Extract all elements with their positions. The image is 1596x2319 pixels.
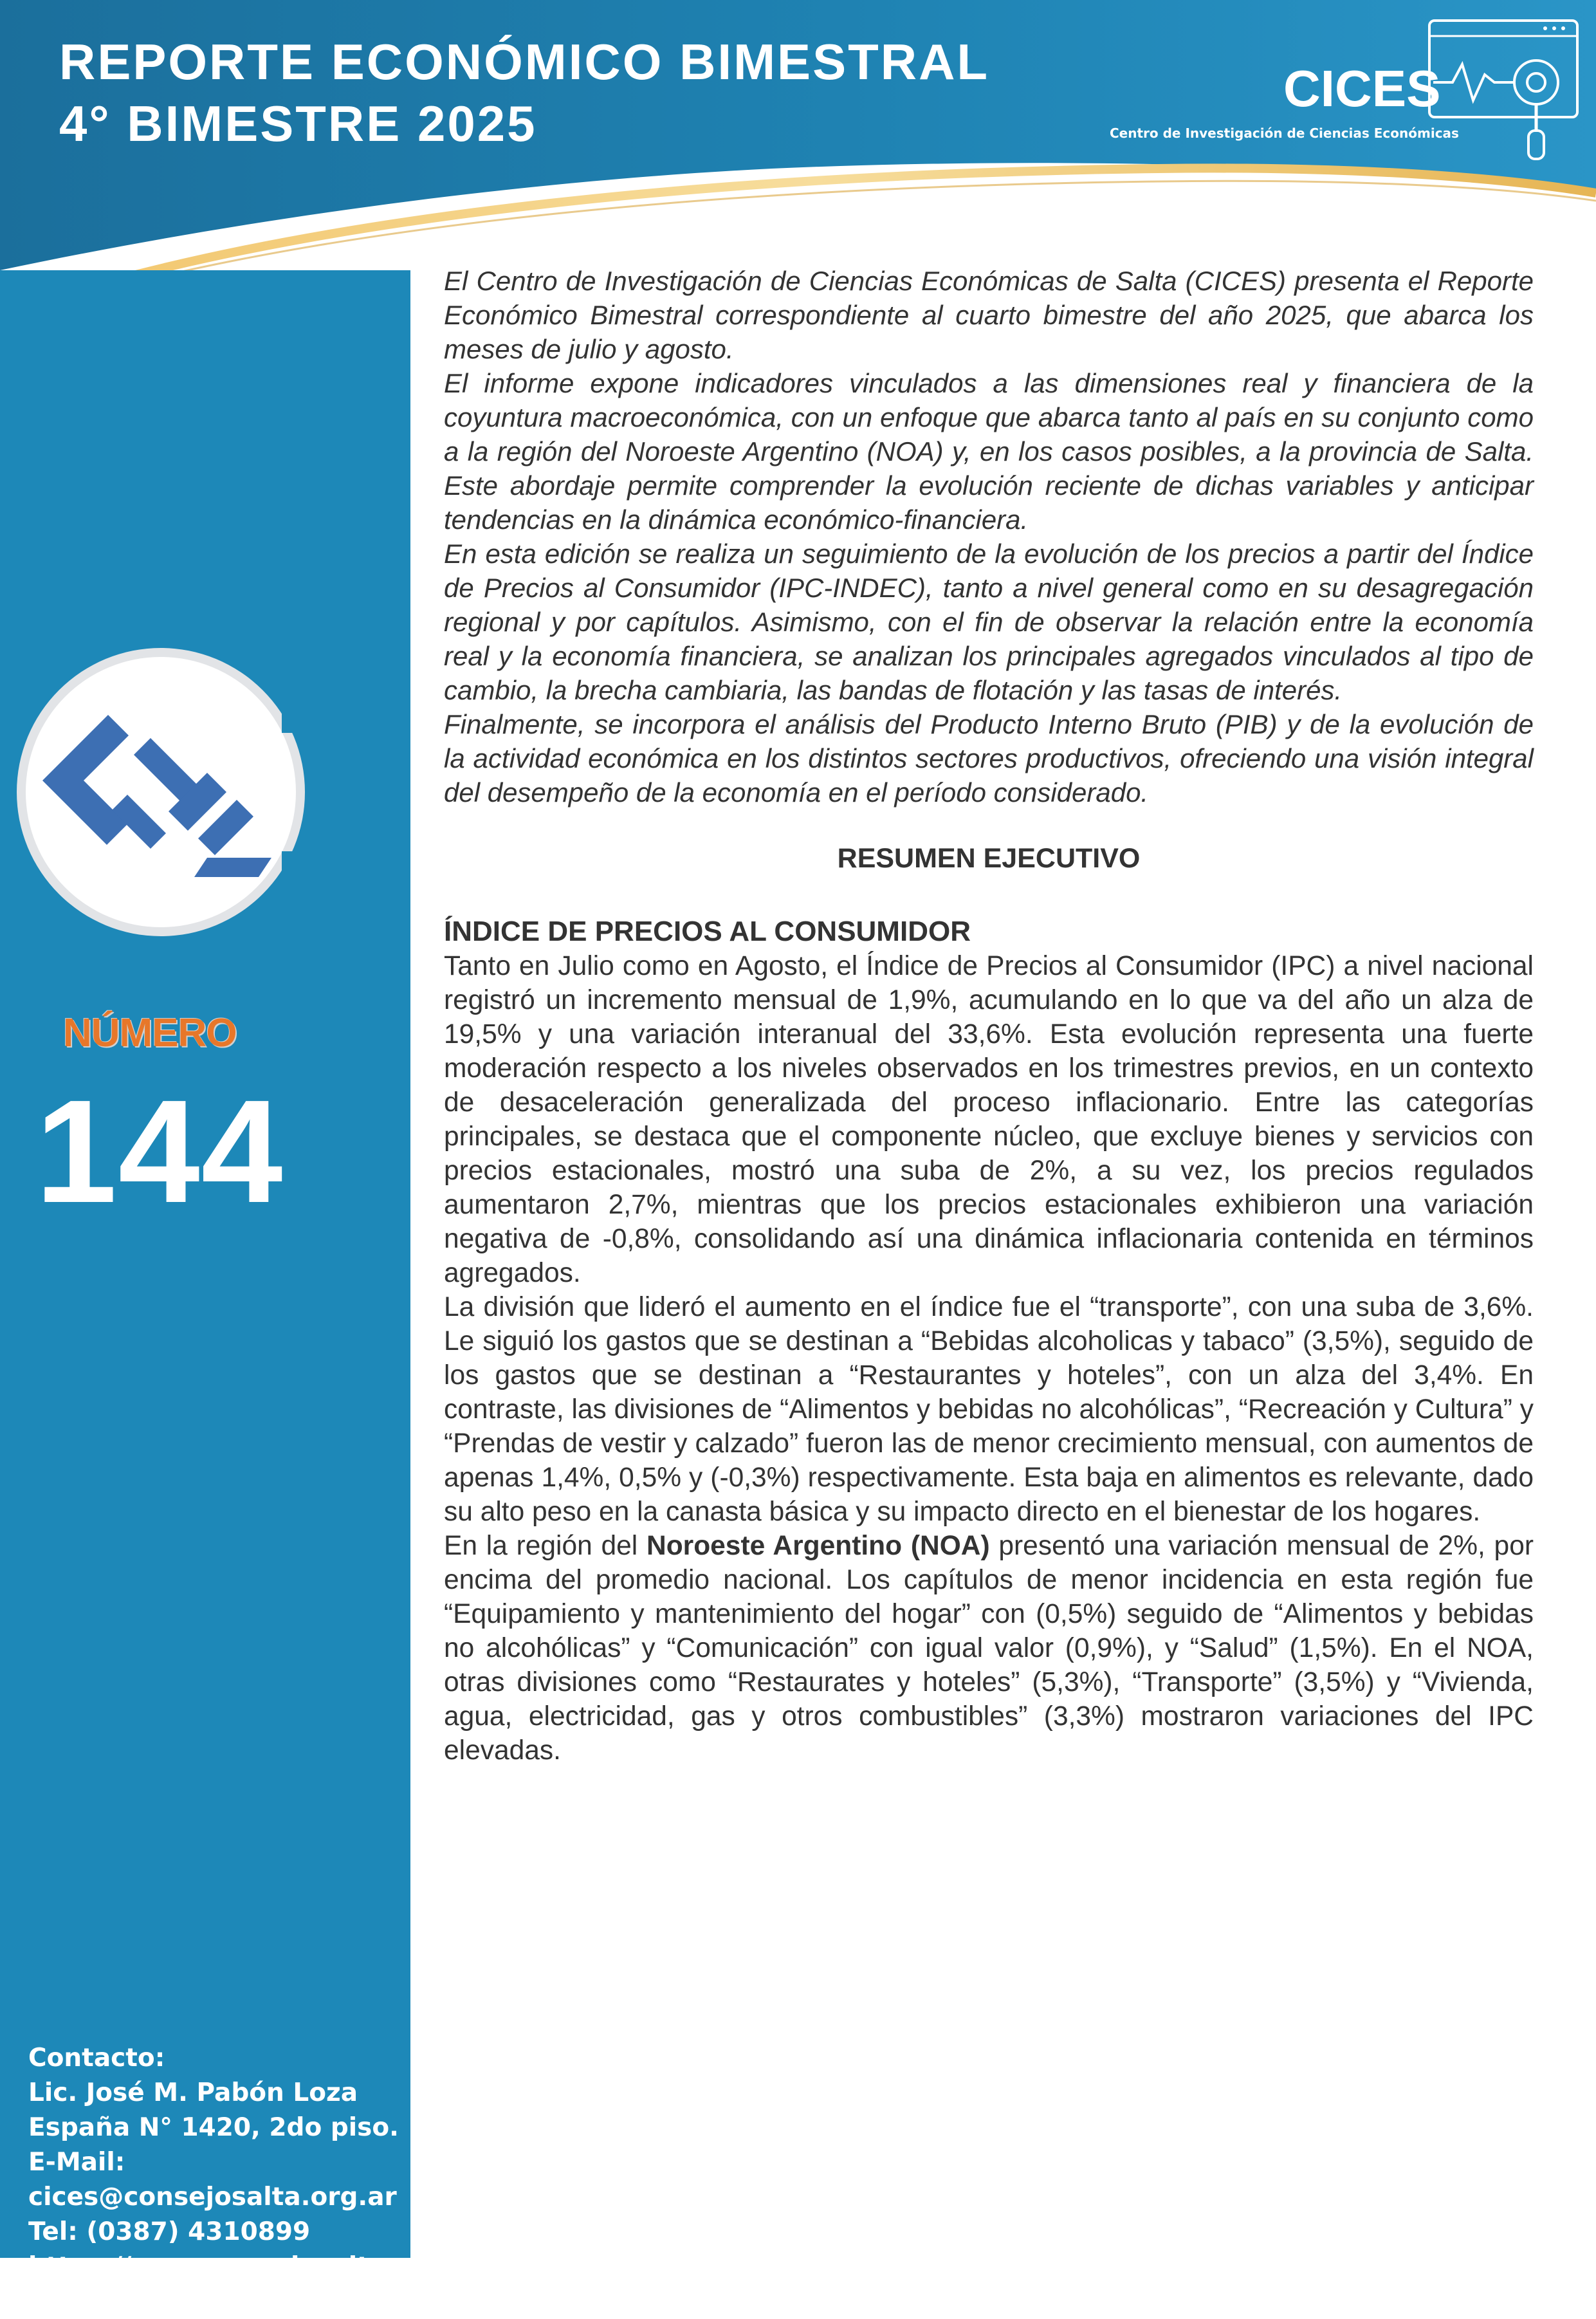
body-text: En la región del xyxy=(444,1531,647,1561)
region-name: Noroeste Argentino (NOA) xyxy=(647,1531,990,1561)
contact-url-link[interactable]: https://www.consejosalta. xyxy=(28,2252,396,2281)
body-text: presentó una variación mensual de 2%, por encima del promedio nacional. Los capítulos de menor incidencia en esta región fue “Equipamiento y mantenimiento del hogar” con (0,5%) seguido de “Alimentos y bebidas no alcohólicas” y “Comunicación” con igual valor (0,9%), y “Salud” (1,5%). En el NOA, otras divisiones como “Restaurates y hoteles” (5,3%), “Transporte” (3,5%) y “Vivienda, agua, electricidad, gas y otros combustibles” (3,3%) mostraron variaciones del IPC elevadas. xyxy=(444,1531,1534,1766)
contact-email-link[interactable]: cices@consejosalta.org.ar xyxy=(28,2183,397,2212)
cpce-logo xyxy=(14,645,307,939)
report-title-line2: 4° BIMESTRE 2025 xyxy=(59,95,537,152)
intro-paragraph: Finalmente, se incorpora el análisis del Producto Interno Bruto (PIB) y de la evolución de la actividad económica en los distintos sectores productivos, ofreciendo una visión integral del desempeño de la economía en el período considerado. xyxy=(444,709,1534,808)
summary-title: RESUMEN EJECUTIVO xyxy=(837,843,1141,874)
report-title-line1: REPORTE ECONÓMICO BIMESTRAL xyxy=(59,33,990,90)
issue-number: 144 xyxy=(35,1070,284,1233)
sidebar xyxy=(0,270,410,2316)
cices-monitor-icon xyxy=(1427,18,1581,172)
contact-heading: Contacto: xyxy=(28,2044,165,2073)
issue-number-label: NÚMERO xyxy=(63,1011,237,1055)
report-header xyxy=(0,0,1596,270)
report-title xyxy=(59,31,989,154)
intro-paragraph: En esta edición se realiza un seguimiento de la evolución de los precios a partir del Índice de Precios al Consumidor (IPC-INDEC), tanto a nivel general como en su desagregación regional y por capítulos. Asimismo, con el fin de observar la relación entre la economía real y la economía financiera, se analizan los principales agregados vinculados al tipo de cambio, la brecha cambiaria, las bandas de flotación y las tasas de interés. xyxy=(444,539,1534,705)
main-content xyxy=(444,264,1534,1768)
contact-address: España N° 1420, 2do piso. xyxy=(28,2113,399,2142)
body-paragraph xyxy=(444,1529,1534,1768)
body-paragraph: Tanto en Julio como en Agosto, el Índice de Precios al Consumidor (IPC) a nivel nacional registró un incremento mensual de 1,9%, acumulando en lo que va del año un alza de 19,5% y una variación interanual del 33,6%. Esta evolución representa una fuerte moderación respecto a los niveles observados en los trimestres previos, en un contexto de desaceleración generalizada del proceso inflacionario. Entre las categorías principales, se destaca que el componente núcleo, que excluye bienes y servicios con precios estacionales, mostró una suba de 2%, a su vez, los precios regulados aumentaron 2,7%, mientras que los precios estacionales exhibieron una variación negativa de -0,8%, consolidando así una dinámica inflacionaria contenida en términos agregados. xyxy=(444,951,1534,1288)
ipc-section-title: ÍNDICE DE PRECIOS AL CONSUMIDOR xyxy=(444,916,971,947)
contact-email-label: E-Mail: xyxy=(28,2148,125,2177)
contact-name: Lic. José M. Pabón Loza xyxy=(28,2078,358,2107)
intro-section xyxy=(444,264,1534,809)
intro-paragraph: El Centro de Investigación de Ciencias Económicas de Salta (CICES) presenta el Reporte Económico Bimestral correspondiente al cuarto bimestre del año 2025, que abarca los meses de julio y agosto. xyxy=(444,266,1534,364)
brand-name: CICES xyxy=(1283,60,1441,117)
brand-subtitle: Centro de Investigación de Ciencias Económicas xyxy=(1110,125,1459,141)
body-paragraph: La división que lideró el aumento en el índice fue el “transporte”, con una suba de 3,6%. Le siguió los gastos que se destinan a “Bebidas alcoholicas y tabaco” (3,5%), seguido de los gastos que se destinan a “Restaurantes y hoteles”, con un alza del 3,4%. En contraste, las divisiones de “Alimentos y bebidas no alcohólicas”, “Recreación y Cultura” y “Prendas de vestir y calzado” fueron las de menor crecimiento mensual, con aumentos de apenas 1,4%, 0,5% y (-0,3%) respectivamente. Esta baja en alimentos es relevante, dado su alto peso en la canasta básica y su impacto directo en el bienestar de los hogares. xyxy=(444,1292,1534,1527)
contact-block xyxy=(28,2041,401,2319)
intro-paragraph: El informe expone indicadores vinculados a las dimensiones real y financiera de la coyuntura macroeconómica, con un enfoque que abarca tanto al país en su conjunto como a la región del Noroeste Argentino (NOA) y, en los casos posibles, a la provincia de Salta. Este abordaje permite comprender la evolución reciente de dichas variables y anticipar tendencias en la dinámica económico-financiera. xyxy=(444,368,1534,535)
contact-url-link-cont[interactable]: org.ar/cices/ xyxy=(28,2287,204,2316)
ipc-section-body xyxy=(444,949,1534,1768)
contact-phone: Tel: (0387) 4310899 xyxy=(28,2217,311,2246)
